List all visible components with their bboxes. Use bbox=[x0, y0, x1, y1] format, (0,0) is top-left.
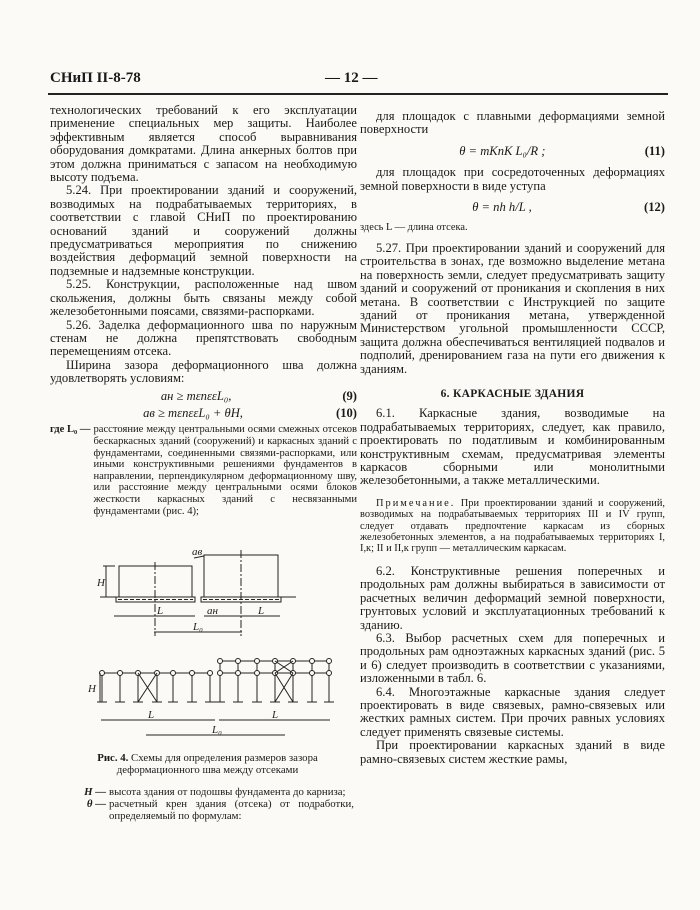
document-code: СНиП II-8-78 bbox=[50, 70, 141, 86]
figure-caption bbox=[60, 752, 355, 776]
definition-text: расстояние между центральными осями смежных отсеков бескаркасных зданий (сооружений) и каркасных зданий с фундаментами, соединенными связями-распорками, или иными конструктивными решениями фундаментов в направлении, перпендикулярном деформационному шву, или расстояние между центральными осями блоков жесткости каркасных зданий с несвязанными фундаментами (рис. 4); bbox=[93, 424, 357, 517]
formula-10-number: (10) bbox=[336, 405, 357, 420]
paragraph-step-deformations: для площадок при сосредоточенных деформациях земной поверхности в виде уступа bbox=[360, 165, 665, 193]
frame-hinge bbox=[327, 659, 332, 664]
paragraph-6-4: 6.4. Многоэтажные каркасные здания следует проектировать в виде связевых, рамно-связевых или жестких рамных систем. При прочих равных условиях следует применять связевые системы. bbox=[360, 684, 665, 739]
frame-bracing bbox=[275, 661, 293, 673]
definition-term: θ — bbox=[86, 798, 106, 810]
frame-hinge bbox=[291, 659, 296, 664]
frame-bracing bbox=[138, 673, 157, 702]
frame-hinge bbox=[236, 659, 241, 664]
definition-L0 bbox=[50, 424, 357, 517]
right-building bbox=[204, 555, 278, 597]
label-H-bottom: H bbox=[88, 683, 96, 695]
header-rule bbox=[48, 93, 668, 95]
paragraph-5-26: 5.26. Заделка деформационного шва по наружным стенам не должна препятствовать свободным перемещениям отсека. bbox=[50, 317, 357, 359]
paragraph-6-3: 6.3. Выбор расчетных схем для поперечных и продольных рам одноэтажных каркасных зданий (рис. 5 и 6) следует производить в соответствии с указаниями, изложенными в табл. 6. bbox=[360, 630, 665, 686]
frame-hinge bbox=[136, 671, 141, 676]
paragraph-smooth-deformations: для площадок с плавными деформациями земной поверхности bbox=[360, 109, 665, 137]
note bbox=[360, 498, 665, 555]
right-foundation bbox=[201, 597, 281, 602]
frame-hinge bbox=[171, 671, 176, 676]
frame-hinge bbox=[310, 659, 315, 664]
paragraph-6-1: 6.1. Каркасные здания, возводимые на подрабатываемых территориях, следует, как правило, проектировать по податливым и комбинированным конструктивным схемам, предусматривая элементы каркасов сборными или монолитными железобетонными, а также металлическими. bbox=[360, 406, 665, 488]
frame-hinge bbox=[218, 671, 223, 676]
frame-hinge bbox=[255, 659, 260, 664]
length-definition: здесь L — длина отсека. bbox=[360, 222, 468, 234]
definition-H bbox=[82, 786, 354, 798]
frame-hinge bbox=[273, 671, 278, 676]
left-column bbox=[50, 104, 357, 517]
frame-bracing bbox=[275, 661, 293, 673]
formula-11 bbox=[360, 145, 665, 158]
left-foundation bbox=[116, 597, 195, 602]
formula-12-expression: θ = nh h/L , bbox=[472, 200, 532, 215]
frame-hinge bbox=[255, 671, 260, 676]
label-H-top: H bbox=[97, 577, 105, 589]
definition-theta bbox=[82, 798, 354, 822]
paragraph-5-24: 5.24. При проектировании зданий и сооружений, возводимых на подрабатываемых территориях, в соответствии с главой СНиП по проектированию оснований зданий и сооружений должны предусматриваться мероприятия по снижению воздействия деформаций земной поверхности на подземные и надземные конструкции. bbox=[50, 183, 357, 278]
label-aH: aн bbox=[207, 605, 218, 617]
right-column bbox=[360, 110, 665, 766]
frame-hinge bbox=[118, 671, 123, 676]
label-L-left: L bbox=[157, 605, 164, 617]
label-L-bottom-left: L bbox=[148, 709, 155, 721]
formula-9-expression: aн ≥ mεnεεL₀, bbox=[160, 388, 232, 403]
formula-11-expression: θ = mKnK L₀/R ; bbox=[459, 143, 546, 158]
formula-12 bbox=[360, 201, 665, 214]
label-Lo-top: L₀ bbox=[193, 621, 203, 633]
formula-10 bbox=[50, 407, 357, 420]
frame-bracing bbox=[275, 673, 293, 702]
label-L-bottom-right: L bbox=[272, 709, 279, 721]
page-number: — 12 — bbox=[325, 70, 378, 86]
bearing-wall-scheme bbox=[100, 550, 296, 636]
formula-9 bbox=[50, 390, 357, 403]
frame-hinge bbox=[291, 671, 296, 676]
frame-bracing bbox=[138, 673, 157, 702]
note-label: Примечание. bbox=[376, 497, 456, 509]
definition-text: высота здания от подошвы фундамента до карниза; bbox=[109, 786, 346, 798]
frame-hinge bbox=[100, 671, 105, 676]
left-building bbox=[119, 566, 192, 597]
note-text: При проектировании зданий и сооружений, возводимых на подрабатываемых территориях III и IV групп, следует отдавать предпочтение каркасам из сборных железобетонных элементов, а на подрабатываемых территориях I, I,к; II и II,к групп — металлическим каркасам. bbox=[360, 497, 665, 555]
formula-9-number: (9) bbox=[342, 388, 357, 403]
frame-hinge bbox=[236, 671, 241, 676]
definitions-after-figure bbox=[82, 786, 354, 822]
paragraph-6-2: 6.2. Конструктивные решения поперечных и продольных рам должны выбираться в зависимости от расчетных величин деформаций земной поверхности, грунтовых условий и эксплуатационных требований к зданию. bbox=[360, 563, 665, 632]
paragraph-5-27: 5.27. При проектировании зданий и сооружений для строительства в зонах, где возможно выделение метана на поверхность земли, следует предусматривать защиту зданий и сооружений от проникания и скопления в них метана. В соответствии с Инструкцией по защите зданий от проникания метана, утвержденной Министерством угольной промышленности СССР, защита должна обеспечиваться вентиляцией подвалов и подполий, дренированием газа на пути его движения к зданиям. bbox=[360, 240, 665, 376]
frame-hinge bbox=[218, 659, 223, 664]
figure-caption-text: Схемы для определения размеров зазора деформационного шва между отсеками bbox=[116, 752, 318, 776]
section-title: 6. КАРКАСНЫЕ ЗДАНИЯ bbox=[440, 388, 585, 400]
definition-term: где L₀ — bbox=[50, 424, 91, 436]
figure-caption-label: Рис. 4. bbox=[97, 752, 129, 764]
paragraph-continued: технологических требований к его эксплуатации применение специальных мер защиты. Наиболее эффективным является способ выравнивания оборудования домкратами. Длина анкерных болтов при этом должна приниматься с запасом на необходимую высоту подъема. bbox=[50, 103, 357, 185]
frame-hinge bbox=[208, 671, 213, 676]
frame-scheme bbox=[97, 659, 334, 736]
label-aB: aв bbox=[192, 546, 203, 558]
frame-hinge bbox=[155, 671, 160, 676]
frame-hinge bbox=[273, 659, 278, 664]
frame-bracing bbox=[275, 673, 293, 702]
frame-hinge bbox=[310, 671, 315, 676]
definition-term: H — bbox=[84, 786, 106, 798]
frame-hinge bbox=[190, 671, 195, 676]
label-L-right: L bbox=[258, 605, 265, 617]
paragraph-6-4-continued: При проектировании каркасных зданий в виде рамно-связевых систем жесткие рамы, bbox=[360, 738, 665, 766]
definition-text: расчетный крен здания (отсека) от подработки, определяемый по формулам: bbox=[109, 798, 354, 822]
paragraph-5-25: 5.25. Конструкции, расположенные над швом скольжения, должны быть связаны между собой железобетонными поясами, связями-распорками. bbox=[50, 277, 357, 319]
label-Lo-bottom: L₀ bbox=[212, 724, 222, 736]
formula-10-expression: aв ≥ mεnεεL₀ + θH, bbox=[143, 405, 243, 420]
frame-hinge bbox=[327, 671, 332, 676]
paragraph-joint-width: Ширина зазора деформационного шва должна удовлетворять условиям: bbox=[50, 357, 357, 386]
formula-12-number: (12) bbox=[644, 200, 665, 215]
formula-11-number: (11) bbox=[644, 143, 665, 158]
